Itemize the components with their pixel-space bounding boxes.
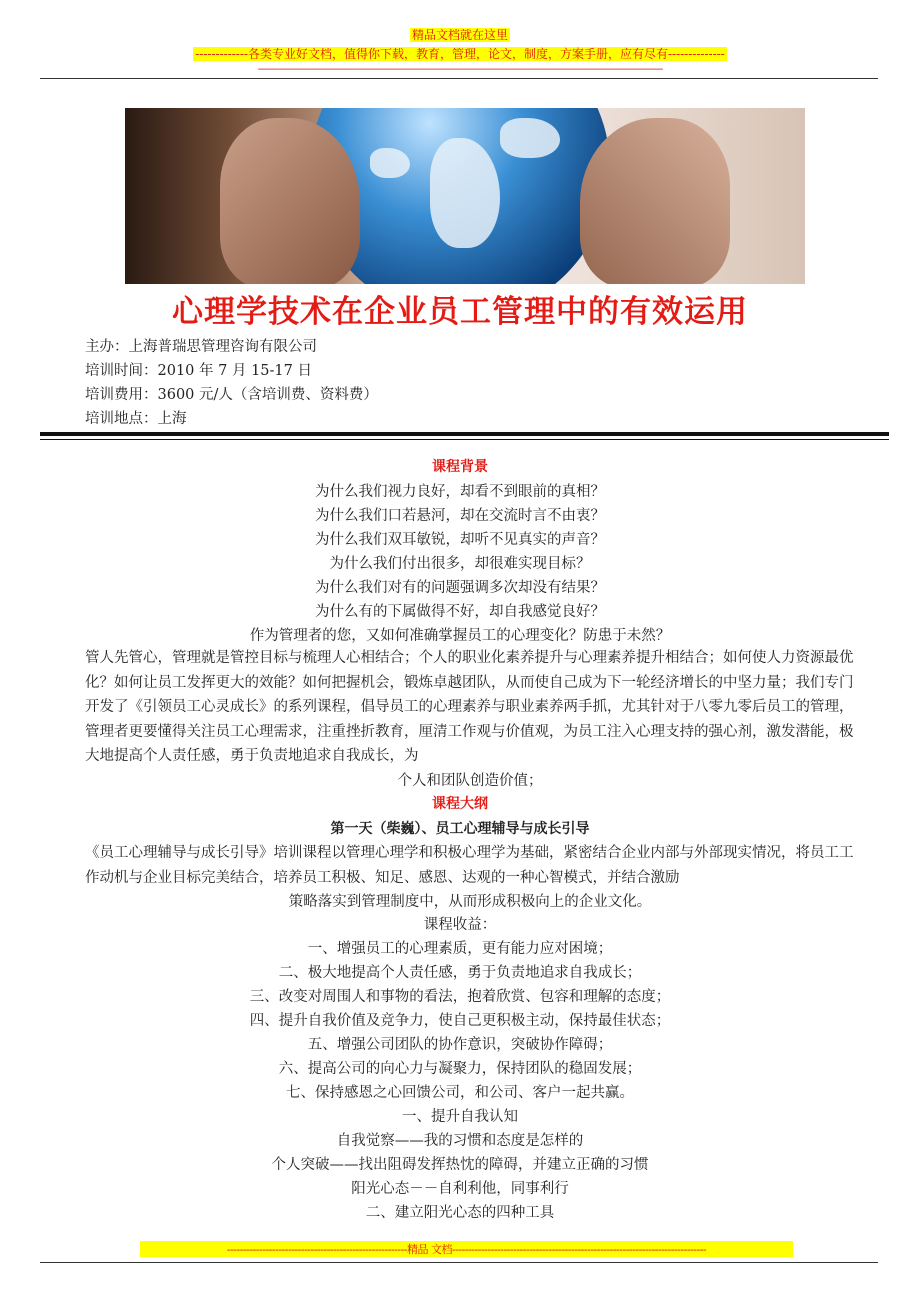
- benefit-2: 二、极大地提高个人责任感，勇于负责地追求自我成长；: [278, 965, 642, 981]
- section1-item-1: 自我觉察——我的习惯和态度是怎样的: [336, 1133, 584, 1149]
- benefit-4: 四、提升自我价值及竞争力，使自己更积极主动，保持最佳状态；: [249, 1013, 671, 1029]
- left-hand-icon: [220, 118, 360, 284]
- background-heading: 课程背景: [432, 459, 488, 475]
- meta-fee: 培训费用：3600 元/人（含培训费、资料费）: [85, 387, 378, 403]
- question-1: 为什么我们视力良好，却看不到眼前的真相？: [315, 484, 605, 500]
- footer-banner: --------------------------------------------------------精品 文档-------------------------------------------------------------------------------: [140, 1241, 793, 1257]
- benefit-5: 五、增强公司团队的协作意识，突破协作障碍；: [307, 1037, 613, 1053]
- header-banner-tagline: -------------各类专业好文档，值得你下载，教育，管理，论文，制度，方案手册，应有尽有--------------: [195, 47, 725, 61]
- outline-intro: 《员工心理辅导与成长引导》培训课程以管理心理学和积极心理学为基础，紧密结合企业内部与外部现实情况，将员工工作动机与企业目标完美结合，培养员工积极、知足、感恩、达观的一种心智模式，并结合激励 策略落实到管理制度中，从而形成积极向上的企业文化。: [85, 845, 854, 911]
- meta-date: 培训时间：2010 年 7 月 15-17 日: [85, 363, 312, 379]
- section-divider-thick: [40, 432, 889, 436]
- question-5: 为什么我们对有的问题强调多次却没有结果？: [315, 580, 605, 596]
- benefits-label: 课程收益：: [423, 917, 497, 933]
- question-2: 为什么我们口若悬河，却在交流时言不由衷？: [315, 508, 605, 524]
- benefit-1: 一、增强员工的心理素质，更有能力应对困境；: [307, 941, 613, 957]
- question-4: 为什么我们付出很多，却很难实现目标？: [329, 556, 591, 572]
- day1-heading: 第一天（柴巍）、员工心理辅导与成长引导: [330, 821, 590, 837]
- benefit-3: 三、改变对周围人和事物的看法，抱着欣赏、包容和理解的态度；: [249, 989, 671, 1005]
- benefit-6: 六、提高公司的向心力与凝聚力，保持团队的稳固发展；: [278, 1061, 642, 1077]
- section1-item-2: 个人突破——找出阻碍发挥热忱的障碍，并建立正确的习惯: [271, 1157, 649, 1173]
- section1-item-3: 阳光心态－－自利利他，同事利行: [351, 1181, 569, 1197]
- meta-location: 培训地点：上海: [85, 411, 187, 427]
- globe-hands-image: [125, 108, 805, 284]
- question-7: 作为管理者的您，又如何准确掌握员工的心理变化？防患于未然？: [249, 628, 671, 644]
- section2-heading: 二、建立阳光心态的四种工具: [365, 1205, 555, 1221]
- header-dashed-line: --------------------------------------------------------------------------------------------------------------------------------------------------------------------------: [257, 64, 663, 75]
- document-title: 心理学技术在企业员工管理中的有效运用: [172, 294, 748, 330]
- meta-organizer: 主办：上海普瑞思管理咨询有限公司: [85, 339, 317, 355]
- outline-heading: 课程大纲: [432, 796, 488, 812]
- right-hand-icon: [580, 118, 730, 284]
- section-divider-thin: [40, 439, 889, 440]
- header-banner-top: 精品文档就在这里: [411, 28, 508, 42]
- footer-rule: [40, 1262, 878, 1263]
- section1-heading: 一、提升自我认知: [402, 1109, 518, 1125]
- question-6: 为什么有的下属做得不好，却自我感觉良好？: [315, 604, 605, 620]
- benefit-7: 七、保持感恩之心回馈公司，和公司、客户一起共赢。: [286, 1085, 634, 1101]
- header-rule: [40, 78, 878, 79]
- background-paragraph: 管人先管心，管理就是管控目标与梳理人心相结合；个人的职业化素养提升与心理素养提升相结合；如何使人力资源最优化？如何让员工发挥更大的效能？如何把握机会，锻炼卓越团队，从而使自己成为下一轮经济增长的中坚力量；我们专门开发了《引领员工心灵成长》的系列课程，倡导员工的心理素养与职业素养两手抓，尤其针对于八零九零后员工的管理，管理者更要懂得关注员工心理需求，注重挫折教育，厘清工作观与价值观，为员工注入心理支持的强心剂，激发潜能，极大地提高个人责任感，勇于负责地追求自我成长，为 个人和团队创造价值；: [85, 650, 854, 789]
- question-3: 为什么我们双耳敏锐，却听不见真实的声音？: [315, 532, 605, 548]
